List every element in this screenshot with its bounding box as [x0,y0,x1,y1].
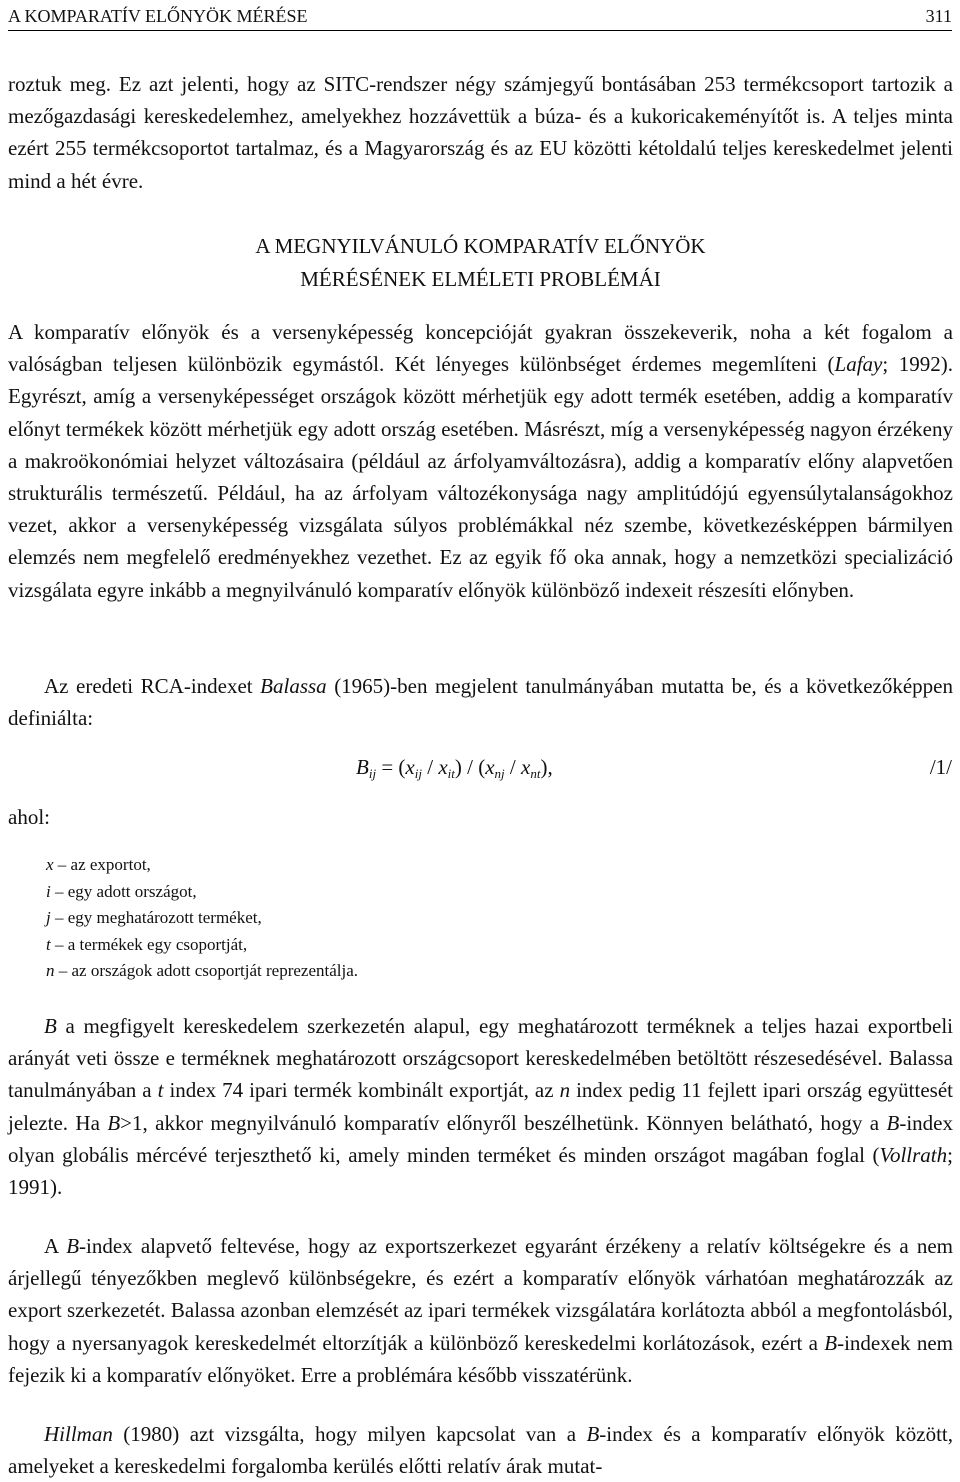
section-heading-line2: MÉRÉSÉNEK ELMÉLETI PROBLÉMÁI [300,267,661,291]
intro-paragraph [8,68,953,197]
symbol-b: B [107,1110,121,1135]
formula-x2-sub: it [447,766,455,781]
formula-x1-sub: ij [414,766,422,781]
intro-text: roztuk meg. Ez azt jelenti, hogy az SITC-rendszer négy számjegyű bontásában 253 termékcsoport tartozik a mezőgazdasági kereskedelemhez, amelyekhez hozzávettük a búza- és a kukoricakeményítőt is. A teljes minta ezért 255 termékcsoportot tartalmaz, és a Magyarország és az EU közötti kétoldalú teljes kereskedelmet jelenti mind a hét évre. [8,72,953,193]
formula-b: B [356,755,369,779]
symbol-b: B [66,1234,80,1258]
variable-desc: – a termékek egy csoportját, [50,934,248,954]
p1-text-b: ; 1992). Egyrészt, amíg a versenyképességet országok között mérhetjük egy adott termék esetében, addig a komparatív előnyt termékek között mérhetjük egy adott ország esetében. Másrészt, míg a versenyképesség nagyon érzékeny a makroökonómiai helyzet változásaira (például az árfolyamváltozásra), addig a komparatív előny alapvetően strukturális természetű. Például, ha az árfolyam változékonysága nagy amplitúdójú egyensúlytalanságokhoz vezet, akkor a versenyképesség vizsgálata súlyos problémákkal néz szembe, következésképpen bármilyen elemzés nem megfelelő eredményekhez vezethet. Ez az egyik fő oka annak, hogy a nemzetközi specializáció vizsgálata egyre inkább a megnyilvánuló komparatív előnyök különböző indexeit részesíti előnyben. [8,352,953,602]
symbol-b: B [586,1422,600,1446]
paragraph-1 [8,316,953,606]
paragraph-2-text [8,670,953,734]
variable-desc: – az országok adott csoportját reprezentálja. [54,961,359,980]
symbol-b: B [824,1330,838,1355]
section-heading-line1: A MEGNYILVÁNULÓ KOMPARATÍV ELŐNYÖK [255,234,706,258]
p3-text: index 74 ipari termék kombinált exportját, az [163,1078,560,1103]
p3-text: -index olyan globális mércévé terjeszthető ki, amely minden terméket és minden országot magában foglal ( [8,1110,954,1167]
p1-text-a: A komparatív előnyök és a versenyképesség koncepcióját gyakran összekeverik, noha a két fogalom a valóságban teljesen különbözik egymástól. Két lényeges különbséget érdemes megemlíteni ( [8,320,953,377]
formula-x1: x [405,755,415,779]
paragraph-3-text [8,1010,953,1203]
variable-symbol: x [46,855,54,874]
p3-text: >1, akkor megnyilvánuló komparatív előnyről beszélhetünk. Könnyen belátható, hogy a [120,1110,887,1135]
paragraph-4 [8,1230,953,1391]
paragraph-3 [8,1010,953,1203]
p3-text: ; 1991). [8,1142,953,1200]
citation-balassa: Balassa [260,674,327,698]
variable-item [46,852,358,879]
formula-end: ), [540,755,553,779]
variable-desc: – az exportot, [53,855,151,874]
variable-symbol: i [46,881,51,901]
formula-x4: x [521,755,531,779]
formula-b-sub: ij [368,766,377,781]
p5-text: -index és a komparatív előnyök között, amelyeket a kereskedelmi forgalomba kerülés előtti relatív árak mutat- [8,1422,953,1479]
citation-vollrath: Vollrath [879,1142,948,1167]
paragraph-5-text [8,1418,953,1482]
rca-formula [356,752,553,782]
variable-item [46,879,358,906]
variable-symbol: j [46,908,51,927]
formula-eq: = ( [376,755,406,779]
variable-symbol: t [46,934,51,954]
p3-text: index pedig 11 fejlett ipari ország együttesét jelezte. Ha [8,1078,953,1135]
variable-desc: – egy meghatározott terméket, [50,908,262,927]
paragraph-4-text [8,1230,953,1391]
symbol-n: n [559,1078,571,1103]
equation-number: /1/ [929,755,952,779]
formula-slash1: / [421,755,439,779]
paragraph-5 [8,1418,953,1482]
p2-text-b: (1965)-ben megjelent tanulmányában mutatta be, és a következőképpen definiálta: [8,674,953,731]
running-title: A KOMPARATÍV ELŐNYÖK MÉRÉSE [8,6,308,26]
citation-lafay: Lafay [834,352,883,377]
citation-hillman: Hillman [44,1422,113,1446]
p3-text: a megfigyelt kereskedelem szerkezetén alapul, egy meghatározott terméknek a teljes hazai exportbeli arányát veti össze e terméknek meghatározott országcsoport kereskedelmében betöltött részesedésével. Balassa tanulmányában a [8,1014,953,1103]
symbol-t: t [157,1078,164,1103]
variable-item [46,958,358,985]
running-header [8,4,952,31]
formula-x3-sub: nj [494,766,505,781]
page-number: 311 [925,6,952,26]
formula-x4-sub: nt [530,766,541,781]
p4-text: -index alapvető feltevése, hogy az exportszerkezet egyaránt érzékeny a relatív költségekre és a nem árjellegű tényezőkben meglevő különbségekre, és ezért a komparatív előnyök várhatóan meghatározzák az export szerkezetét. Balassa azonban elemzését az ipari termékek vizsgálatára korlátozta abból a megfontolásból, hogy a nyersanyagok kereskedelmét eltorzítják a különböző kereskedelmi korlátozások, ezért a [8,1234,953,1355]
section-heading [8,230,953,296]
paragraph-1-text [8,316,953,606]
variable-item [46,905,358,932]
p5-text: (1980) azt vizsgálta, hogy milyen kapcsolat van a [112,1422,587,1446]
p4-text: A [44,1234,67,1258]
symbol-b: B [44,1014,57,1038]
where-label: ahol: [8,805,50,829]
formula-x3: x [485,755,495,779]
variable-item [46,932,358,959]
p4-text: -indexek nem fejezik ki a komparatív előnyöket. Erre a problémára később visszatérünk. [8,1330,954,1387]
formula-x2: x [438,755,448,779]
variable-list [46,852,358,985]
formula-slash2: / [504,755,521,779]
p2-text-a: Az eredeti RCA-indexet [44,674,261,698]
variable-symbol: n [46,961,55,980]
symbol-b: B [886,1110,900,1135]
variable-desc: – egy adott országot, [50,881,197,901]
formula-mid: ) / ( [454,755,486,779]
paragraph-2 [8,670,953,734]
